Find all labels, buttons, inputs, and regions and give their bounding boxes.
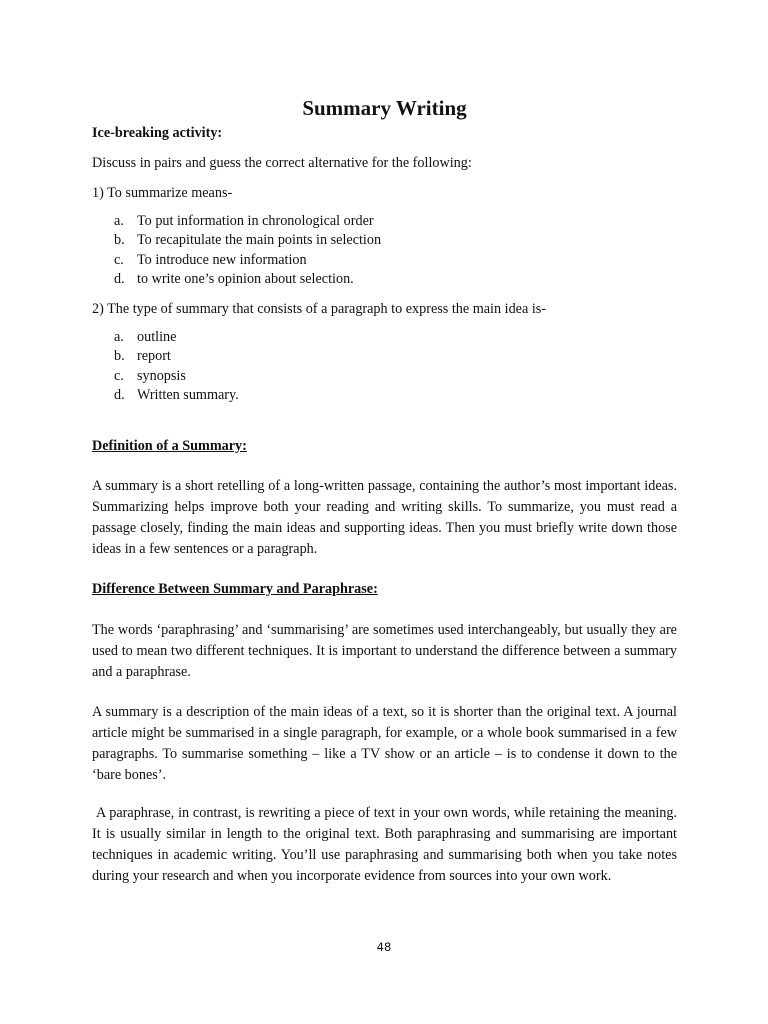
difference-heading: Difference Between Summary and Paraphrase: xyxy=(92,581,378,597)
page-title: Summary Writing xyxy=(302,96,467,120)
difference-paragraph-1: The words ‘paraphrasing’ and ‘summarising’ are sometimes used interchangeably, but usually they are used to mean two different techniques. It is important to understand the difference between a summary and a paraphrase. xyxy=(92,622,677,680)
definition-heading: Definition of a Summary: xyxy=(92,438,247,454)
icebreak-heading: Ice-breaking activity: xyxy=(92,125,223,141)
list-item: c. To introduce new information xyxy=(114,251,307,268)
icebreak-instruction: Discuss in pairs and guess the correct alternative for the following: xyxy=(92,155,472,171)
list-item: b. report xyxy=(114,348,171,365)
list-item: a. outline xyxy=(114,329,177,345)
definition-paragraph: A summary is a short retelling of a long-written passage, containing the author’s most important ideas. Summarizing helps improve both your reading and writing skills. To summarize, you must read a passage closely, finding the main ideas and supporting ideas. Then you must briefly write down those ideas in a few sentences or a paragraph. xyxy=(92,478,677,557)
list-item: d. Written summary. xyxy=(114,386,239,403)
list-item: b. To recapitulate the main points in selection xyxy=(114,232,382,249)
question-1: 1) To summarize means- xyxy=(92,185,233,201)
list-item: d. to write one’s opinion about selection. xyxy=(114,270,354,287)
page-number: 48 xyxy=(376,940,392,954)
list-item: c. synopsis xyxy=(114,367,186,384)
question-2-options xyxy=(92,328,592,405)
question-1-options xyxy=(92,212,592,289)
difference-paragraph-2: A summary is a description of the main ideas of a text, so it is shorter than the original text. A journal article might be summarised in a single paragraph, for example, or a whole book summarised in a few paragraphs. To summarise something – like a TV show or an article – is to condense it down to the ‘bare bones’. xyxy=(92,704,677,783)
question-2: 2) The type of summary that consists of a paragraph to express the main idea is- xyxy=(92,301,547,317)
difference-paragraph-3: A paraphrase, in contrast, is rewriting a piece of text in your own words, while retaining the meaning. It is usually similar in length to the original text. Both paraphrasing and summarising are important techniques in academic writing. You’ll use paraphrasing and summarising both when you take notes during your research and when you incorporate evidence from sources into your own work. xyxy=(92,805,677,884)
list-item: a. To put information in chronological order xyxy=(114,213,374,229)
